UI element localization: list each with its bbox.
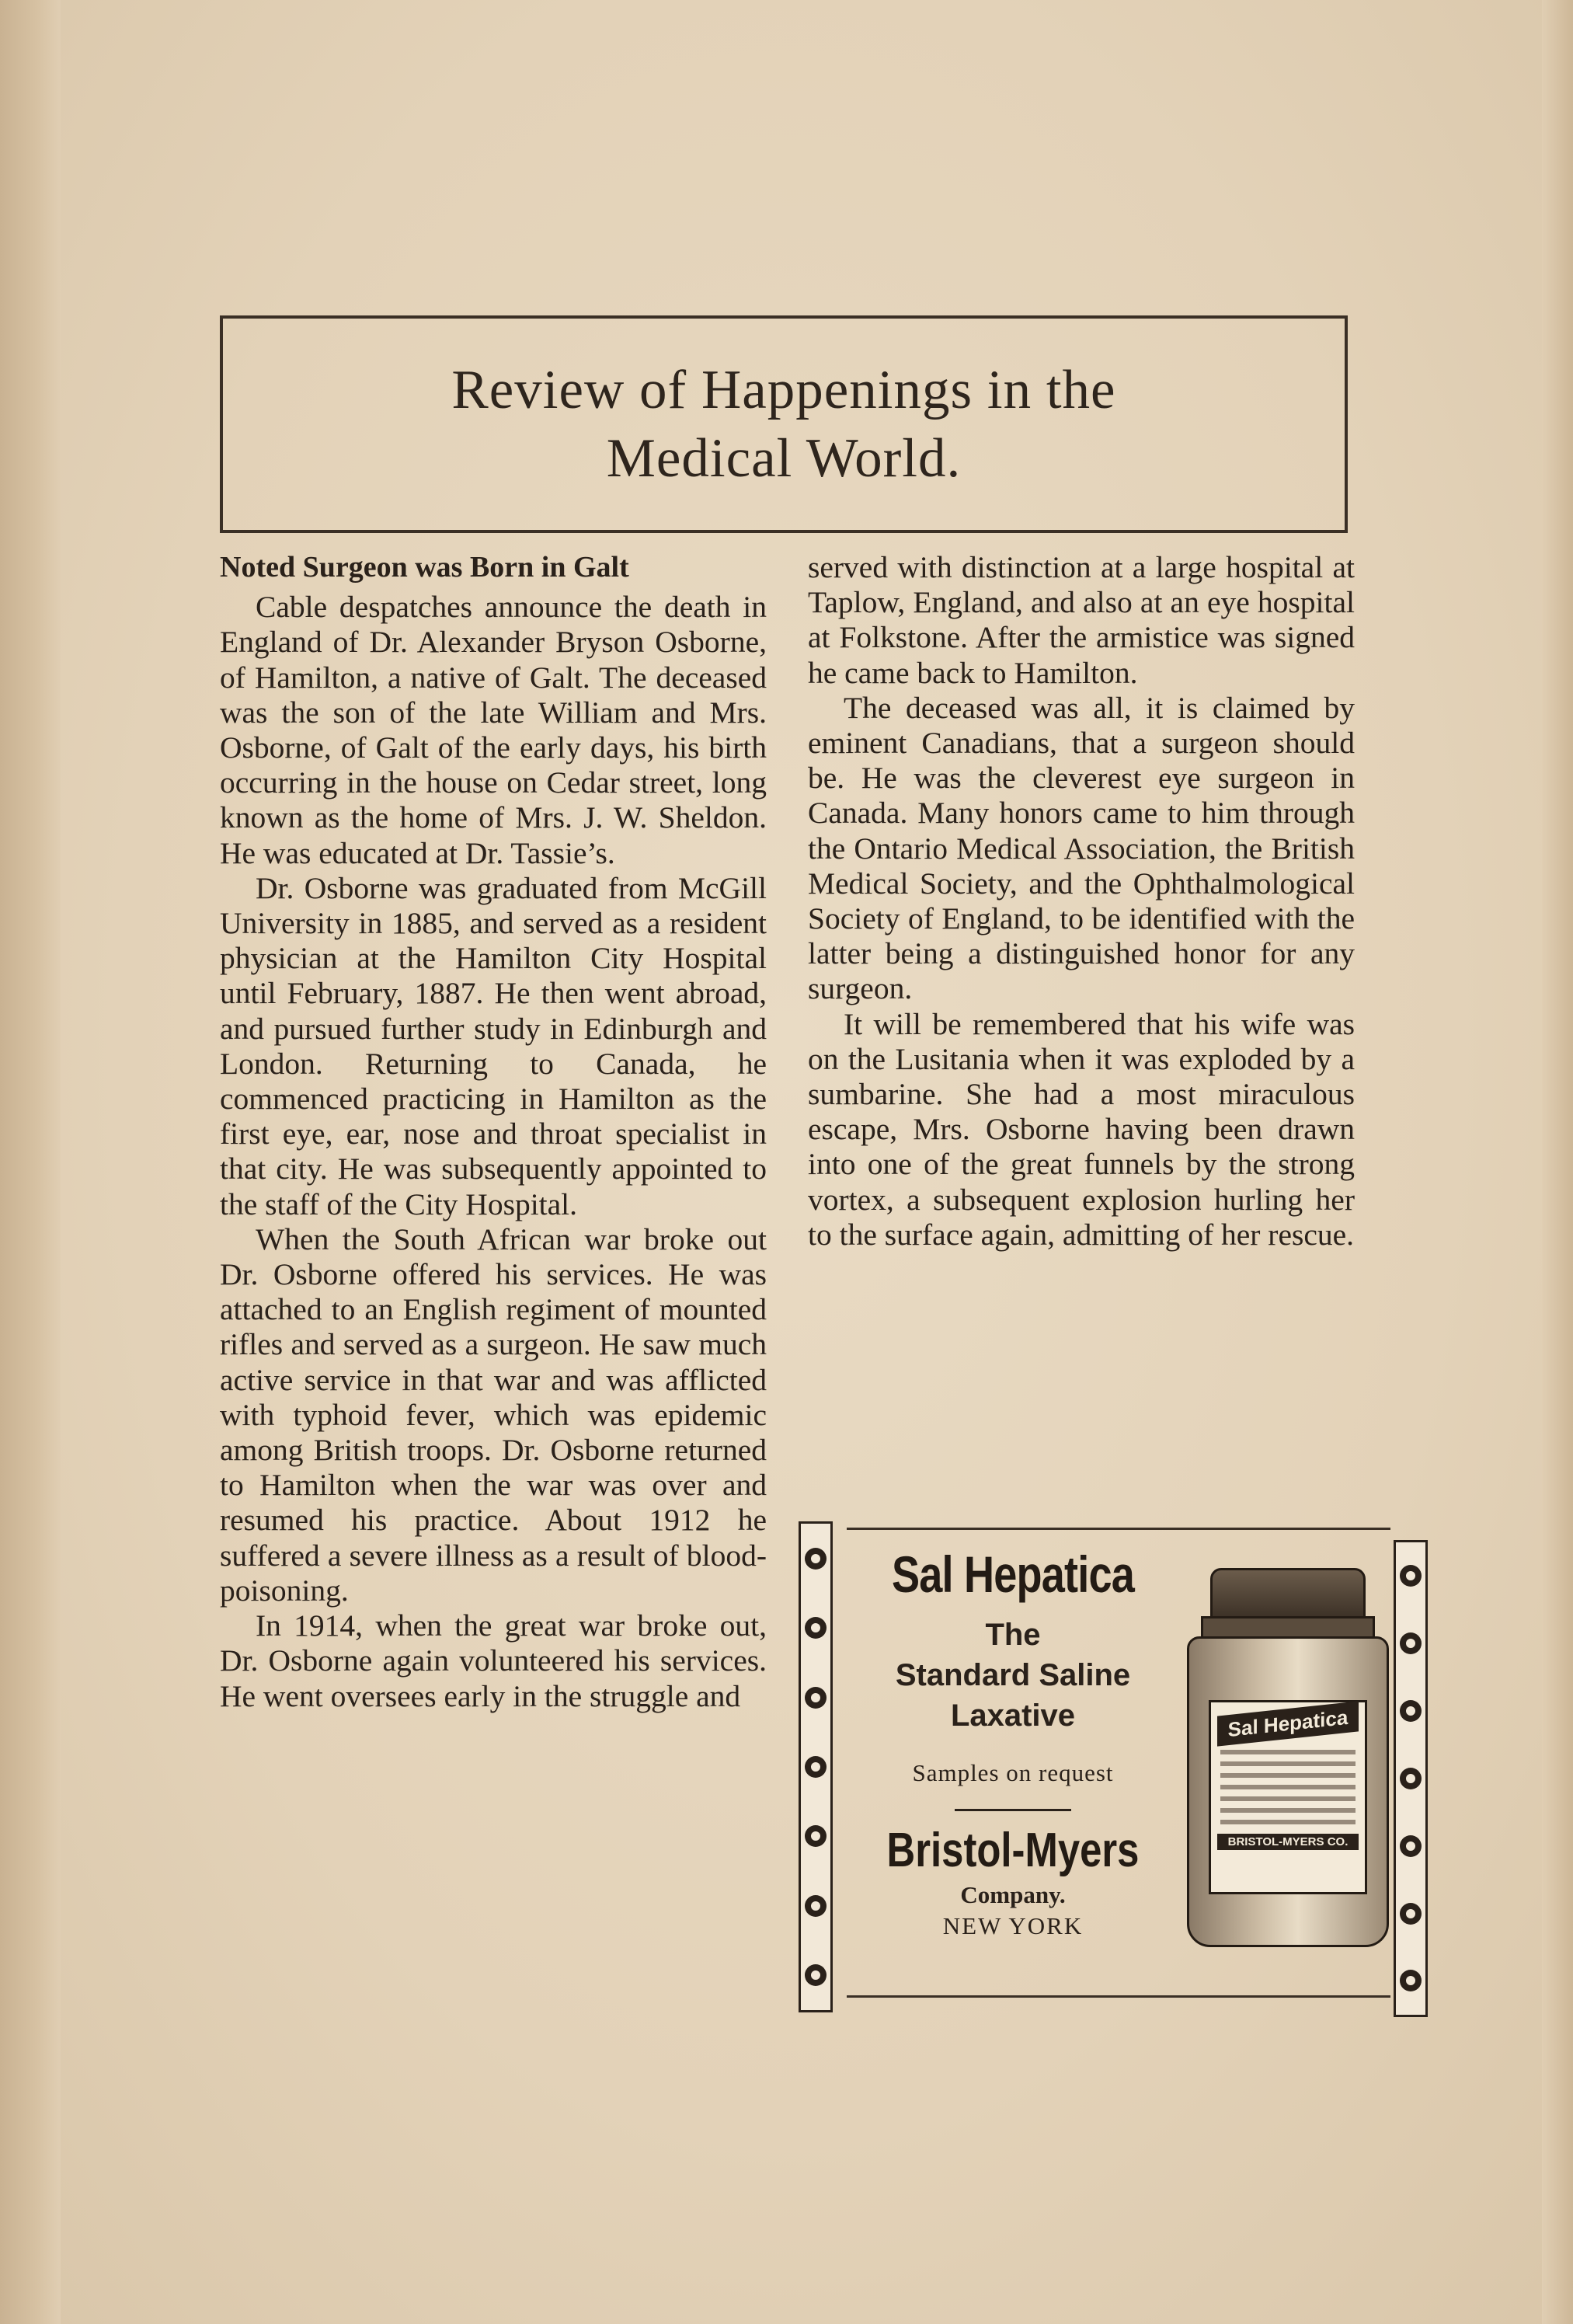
binding-edge xyxy=(0,0,61,2324)
ad-tagline: Laxative xyxy=(950,1699,1076,1733)
paragraph: It will be remembered that his wife was on the Lusitania when it was exploded by a sumbarine. She had a most miraculous escape, Mrs. Osborne having been drawn into one of the great funnels by the strong vortex, a subsequent explosion hurling her to the surface again, admitting of her rescue. xyxy=(808,1006,1355,1252)
ad-tagline: The xyxy=(985,1618,1041,1652)
ad-divider xyxy=(955,1809,1071,1811)
ornament-icon xyxy=(1400,1835,1422,1857)
page-title xyxy=(451,356,1115,493)
ad-top-rule xyxy=(847,1528,1390,1530)
page-edge xyxy=(1542,0,1573,2324)
advertisement xyxy=(799,1521,1428,2016)
ornament-icon xyxy=(1400,1565,1422,1587)
article-column-1 xyxy=(220,550,767,1714)
ad-brand: Sal Hepatica xyxy=(891,1545,1135,1603)
product-jar-illustration xyxy=(1187,1568,1389,1956)
ad-city: NEW YORK xyxy=(942,1912,1084,1939)
jar-label xyxy=(1209,1700,1367,1894)
paragraph: When the South African war broke out Dr. Osborne offered his services. He was attached to an English regiment of mounted rifles and served as a surgeon. He saw much active service in that war and was afflicted with typhoid fever, which was epidemic among British troops. Dr. Osborne returned to Hamilton when the war was over and resumed his practice. About 1912 he suffered a severe illness as a result of blood-poisoning. xyxy=(220,1221,767,1608)
ornament-icon xyxy=(805,1617,827,1639)
ornament-icon xyxy=(1400,1632,1422,1654)
title-box xyxy=(220,315,1348,533)
paragraph: In 1914, when the great war broke out, Dr. Osborne again volunteered his services. He went oversees early in the struggle and xyxy=(220,1608,767,1713)
jar-lid xyxy=(1210,1568,1366,1622)
ornament-icon xyxy=(805,1964,827,1986)
ad-tagline: Standard Saline xyxy=(895,1658,1131,1692)
ad-copy xyxy=(842,1545,1184,1942)
ornament-icon xyxy=(805,1548,827,1570)
ornament-icon xyxy=(1400,1970,1422,1991)
ornament-icon xyxy=(805,1825,827,1847)
paragraph: Cable despatches announce the death in England of Dr. Alexander Bryson Osborne, of Hamilton, a native of Galt. The deceased was the son of the late William and Mrs. Osborne, of Galt of the early days, his birth occurring in the house on Cedar street, long known as the home of Mrs. J. W. Sheldon. He was educated at Dr. Tassie’s. xyxy=(220,590,767,870)
ornamental-border-left xyxy=(799,1521,833,2012)
paragraph: Dr. Osborne was graduated from McGill University in 1885, and served as a resident physician at the Hamilton City Hospital until February, 1887. He then went abroad, and pursued further study in Edinburgh and London. Returning to Canada, he commenced practicing in Hamilton as the first eye, ear, nose and throat specialist in that city. He was subsequently appointed to the staff of the City Hospital. xyxy=(220,870,767,1221)
ad-bottom-rule xyxy=(847,1995,1390,1998)
ad-samples: Samples on request xyxy=(912,1759,1114,1786)
paragraph: served with distinction at a large hospital at Taplow, England, and also at an eye hospital at Folkstone. After the armistice was signed he came back to Hamilton. xyxy=(808,550,1355,690)
ornament-icon xyxy=(805,1895,827,1917)
ornament-icon xyxy=(1400,1903,1422,1925)
article-column-2 xyxy=(808,550,1355,1253)
ornament-icon xyxy=(805,1687,827,1709)
jar-label-band: BRISTOL-MYERS CO. xyxy=(1217,1834,1359,1850)
ornament-icon xyxy=(805,1756,827,1778)
ornamental-border-right xyxy=(1394,1540,1428,2017)
title-line-2: Medical World. xyxy=(606,428,962,489)
title-line-1: Review of Happenings in the xyxy=(451,360,1116,420)
jar-label-fine-print xyxy=(1220,1750,1355,1824)
jar-label-brand: Sal Hepatica xyxy=(1217,1701,1359,1746)
paragraph: The deceased was all, it is claimed by eminent Canadians, that a surgeon should be. He was the cleverest eye surgeon in Canada. Many honors came to him through the Ontario Medical Association, the British Medical Society, and the Ophthalmological Society of England, to be identified with the latter being a distinguished honor for any surgeon. xyxy=(808,690,1355,1006)
ornament-icon xyxy=(1400,1768,1422,1789)
ornament-icon xyxy=(1400,1700,1422,1722)
ad-company: Company. xyxy=(960,1881,1066,1908)
ad-maker: Bristol-Myers xyxy=(886,1824,1140,1877)
article-headline: Noted Surgeon was Born in Galt xyxy=(220,551,629,584)
